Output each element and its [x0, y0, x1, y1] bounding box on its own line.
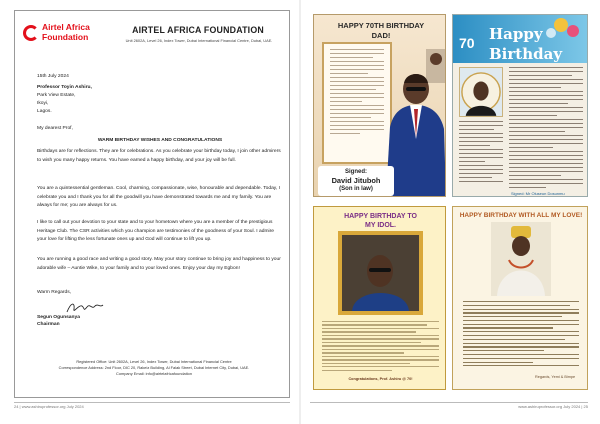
card-title-line: MY IDOL. [365, 222, 396, 229]
airtel-logo [23, 21, 105, 47]
card-title [318, 212, 443, 230]
message-text-lines [324, 44, 390, 142]
closing: Warm Regards, [37, 290, 72, 295]
letter-paragraph: I like to call out your devotion to your state and to your hometown where you are a member of the prestigious Heritage Club. The CSR activities which you champion are testimonies of the goodness of your Soul. I admire your love for lifting the less fortunate ones up and God will continue to lift you up. [37, 220, 274, 242]
portrait-photo [459, 67, 503, 117]
letter-subject: WARM BIRTHDAY WISHES AND CONGRATULATIONS [97, 138, 223, 143]
card-title: HAPPY BIRTHDAY WITH ALL MY LOVE! [459, 212, 583, 219]
birthday-card-70 [452, 14, 588, 197]
portrait-photo [386, 49, 446, 197]
org-address: Unit 2602A, Level 26, Index Tower, Dubai International Financial Centre, Dubai, UAE. [125, 38, 273, 43]
sig-relation: (Son in law) [339, 186, 373, 192]
signature-box [318, 166, 394, 196]
card-signature: Congratulations, Prof. Ashiru @ 70! [348, 377, 413, 381]
recipient-address-line: Park View Estate, [37, 93, 76, 98]
logo-text: Airtel Africa Foundation [42, 22, 90, 42]
card-banner [453, 15, 588, 63]
message-frame [322, 42, 392, 164]
card-signature: Regards, Yemi & Bimpe [535, 375, 576, 379]
message-text-lines [459, 121, 503, 185]
salutation: My dearest Prof, [37, 126, 73, 131]
letterhead [15, 11, 289, 61]
card-title-line: DAD! [371, 30, 391, 40]
letter-paragraph: You are a quintessential gentleman. Cool, charming, compassionate, wise, honourable and dependable. Today, I celebrate you and I thank you for all the goodwill you have demonstrated towards me and my family. You are always for me; you are always for us. [37, 186, 280, 208]
recipient-address-line: Lagos. [37, 109, 52, 114]
portrait-photo [491, 222, 551, 296]
sig-name: David Jituboh [331, 176, 381, 185]
footer-rule [310, 402, 588, 403]
birthday-letter [14, 10, 290, 398]
org-name: AIRTEL AFRICA FOUNDATION [132, 25, 264, 35]
birthday-card-love [452, 206, 588, 390]
page-footer-left: 24 | www.ashiruprofessor.org July 2024 [14, 404, 84, 409]
recipient-name: Professor Toyin Ashiru, [37, 85, 92, 90]
page-footer-right: www.ashiruprofessor.org July 2024 | 25 [518, 404, 588, 409]
letter-paragraph: Birthdays are for reflections. They are for celebrations. As you celebrate your birthday today, I join other admirers to wish you many happy returns. You have earned a happy birthday, and your joy will be full. [37, 149, 281, 163]
letter-date: 15th July 2024 [37, 74, 69, 79]
signer-name: Segun Ogunsanya [37, 315, 80, 320]
footer-rule [14, 402, 290, 403]
portrait-photo [342, 235, 419, 311]
footer-email: Company Email: info@airtelafricafoundation [116, 371, 192, 376]
message-text-lines [322, 321, 439, 373]
footer-registered: Registered Office: Unit 2602A, Level 26, Index Tower, Dubai International Financial Centre [76, 359, 232, 364]
footer-correspondence: Correspondence Address: 2nd Floor, DIC 20, Rakeiz Building, Al Falak Street, Dubai Internet City, Dubai, UAE. [58, 365, 250, 370]
happy-text: Happy [489, 25, 543, 43]
age-number: 70 [459, 35, 475, 51]
ornate-photo-frame [338, 231, 423, 315]
recipient-address-line: Ikoyi, [37, 101, 49, 106]
airtel-swirl-icon [23, 25, 39, 41]
birthday-text: Birthday [489, 45, 563, 63]
letter-footer [47, 359, 261, 377]
birthday-card-dad [313, 14, 446, 197]
card-title-line: HAPPY BIRTHDAY TO [344, 213, 417, 220]
page-gutter [299, 0, 301, 424]
card-title [318, 21, 444, 40]
letter-paragraph: You are running a good race and writing a good story. May your story continue to bring joy and happiness to your adorable wife – Auntie Wike, to your family and to your loved ones. Enjoy your day my Egbon! [37, 257, 281, 271]
sig-label: Signed: [345, 169, 367, 175]
signer-title: Chairman [37, 322, 60, 327]
message-text-lines [509, 67, 583, 191]
message-text-lines [463, 301, 579, 369]
card-title-line: HAPPY 70TH BIRTHDAY [337, 21, 425, 30]
birthday-card-idol [313, 206, 446, 390]
card-signature: Signed: Mr Oluseun Dosunmu [511, 191, 565, 196]
